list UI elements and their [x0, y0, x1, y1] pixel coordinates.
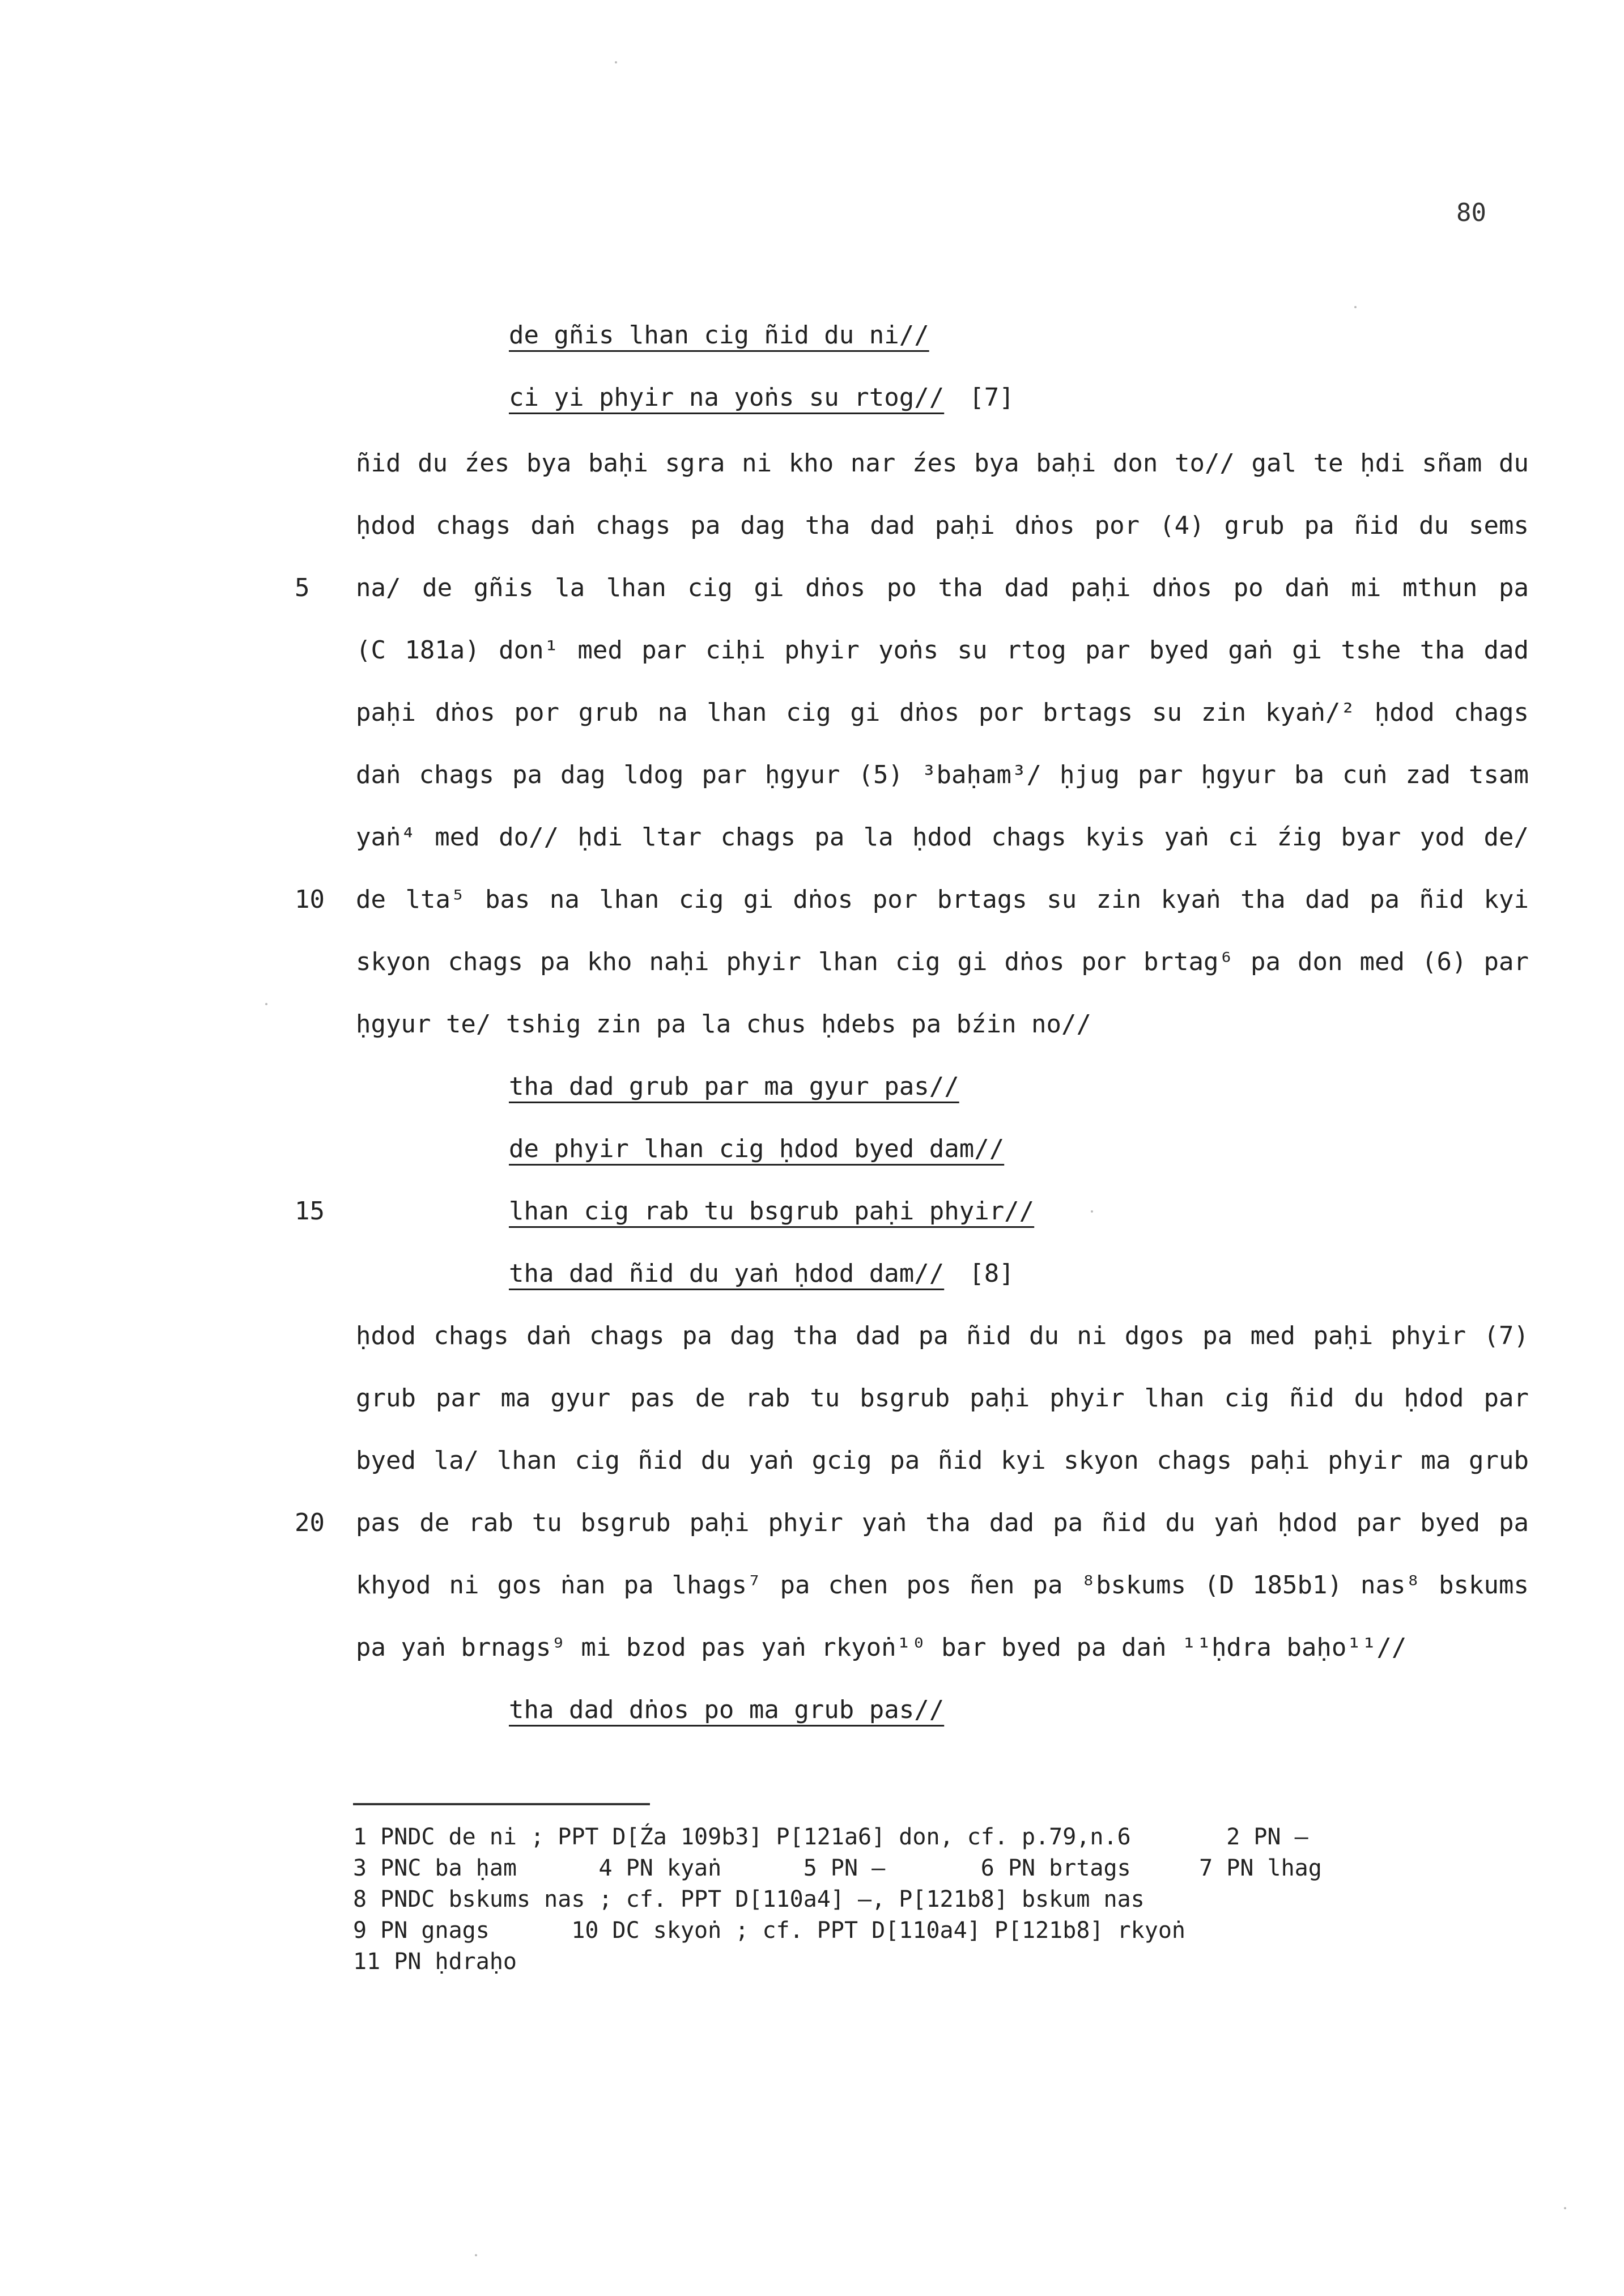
commentary-line: skyon chags pa kho naḥi phyir lhan cig gi dṅos por brtag⁶ pa don med (6) par	[356, 947, 1529, 976]
verse-line: lhan cig rab tu bsgrub paḥi phyir//	[509, 1197, 1035, 1226]
commentary-line: na/ de gñis la lhan cig gi dṅos po tha dad paḥi dṅos po daṅ mi mthun pa	[356, 573, 1529, 602]
scan-speck	[615, 61, 617, 63]
commentary-line: byed la/ lhan cig ñid du yaṅ gcig pa ñid kyi skyon chags paḥi phyir ma grub	[356, 1446, 1529, 1475]
commentary-line: pas de rab tu bsgrub paḥi phyir yaṅ tha dad pa ñid du yaṅ ḥdod par byed pa	[356, 1508, 1529, 1537]
scan-speck	[475, 2254, 477, 2256]
footnote: 1 PNDC de ni ; PPT D[Źa 109b3] P[121a6] don, cf. p.79,n.6 2 PN —	[353, 1824, 1308, 1850]
commentary-line: ḥgyur te/ tshig zin pa la chus ḥdebs pa bźin no//	[356, 1010, 1092, 1039]
commentary-line: grub par ma gyur pas de rab tu bsgrub paḥi phyir lhan cig ñid du ḥdod par	[356, 1384, 1529, 1413]
commentary-line: ḥdod chags daṅ chags pa dag tha dad pa ñid du ni dgos pa med paḥi phyir (7)	[356, 1321, 1529, 1350]
scan-speck	[265, 1003, 267, 1005]
commentary-line: yaṅ⁴ med do// ḥdi ltar chags pa la ḥdod chags kyis yaṅ ci źig byar yod de/	[356, 823, 1529, 852]
verse-line: ci yi phyir na yoṅs su rtog// [7]	[509, 383, 1014, 412]
verse-line: de gñis lhan cig ñid du ni//	[509, 321, 929, 350]
verse-line: tha dad ñid du yaṅ ḥdod dam// [8]	[509, 1259, 1014, 1288]
scan-speck	[1091, 1210, 1093, 1213]
line-number: 5	[295, 573, 310, 602]
scan-speck	[1564, 2207, 1566, 2209]
line-number: 10	[295, 885, 325, 914]
commentary-line: de lta⁵ bas na lhan cig gi dṅos por brtags su zin kyaṅ tha dad pa ñid kyi	[356, 885, 1529, 914]
footnote: 3 PNC ba ḥam 4 PN kyaṅ 5 PN — 6 PN brtags 7 PN lhag	[353, 1855, 1322, 1881]
footnote: 8 PNDC bskums nas ; cf. PPT D[110a4] —, P[121b8] bskum nas	[353, 1886, 1145, 1912]
commentary-line: (C 181a) don¹ med par ciḥi phyir yoṅs su rtog par byed gaṅ gi tshe tha dad	[356, 636, 1529, 665]
verse-line: de phyir lhan cig ḥdod byed dam//	[509, 1134, 1005, 1163]
verse-line: tha dad dṅos po ma grub pas//	[509, 1695, 945, 1724]
footnote: 11 PN ḥdraḥo	[353, 1949, 517, 1975]
commentary-line: daṅ chags pa dag ldog par ḥgyur (5) ³baḥam³/ ḥjug par ḥgyur ba cuṅ zad tsam	[356, 760, 1529, 789]
commentary-line: pa yaṅ brnags⁹ mi bzod pas yaṅ rkyoṅ¹⁰ bar byed pa daṅ ¹¹ḥdra baḥo¹¹//	[356, 1633, 1407, 1662]
scan-speck	[1354, 306, 1357, 308]
line-number: 15	[295, 1197, 325, 1226]
commentary-line: khyod ni gos ṅan pa lhags⁷ pa chen pos ñen pa ⁸bskums (D 185b1) nas⁸ bskums	[356, 1571, 1529, 1600]
commentary-line: paḥi dṅos por grub na lhan cig gi dṅos por brtags su zin kyaṅ/² ḥdod chags	[356, 698, 1529, 727]
footnote: 9 PN gnags 10 DC skyoṅ ; cf. PPT D[110a4] P[121b8] rkyoṅ	[353, 1917, 1186, 1944]
commentary-line: ñid du źes bya baḥi sgra ni kho nar źes bya baḥi don to// gal te ḥdi sñam du	[356, 449, 1529, 478]
page-number: 80	[1456, 198, 1486, 227]
line-number: 20	[295, 1508, 325, 1537]
footnote-rule	[353, 1803, 650, 1805]
verse-line: tha dad grub par ma gyur pas//	[509, 1072, 959, 1101]
commentary-line: ḥdod chags daṅ chags pa dag tha dad paḥi dṅos por (4) grub pa ñid du sems	[356, 511, 1529, 540]
